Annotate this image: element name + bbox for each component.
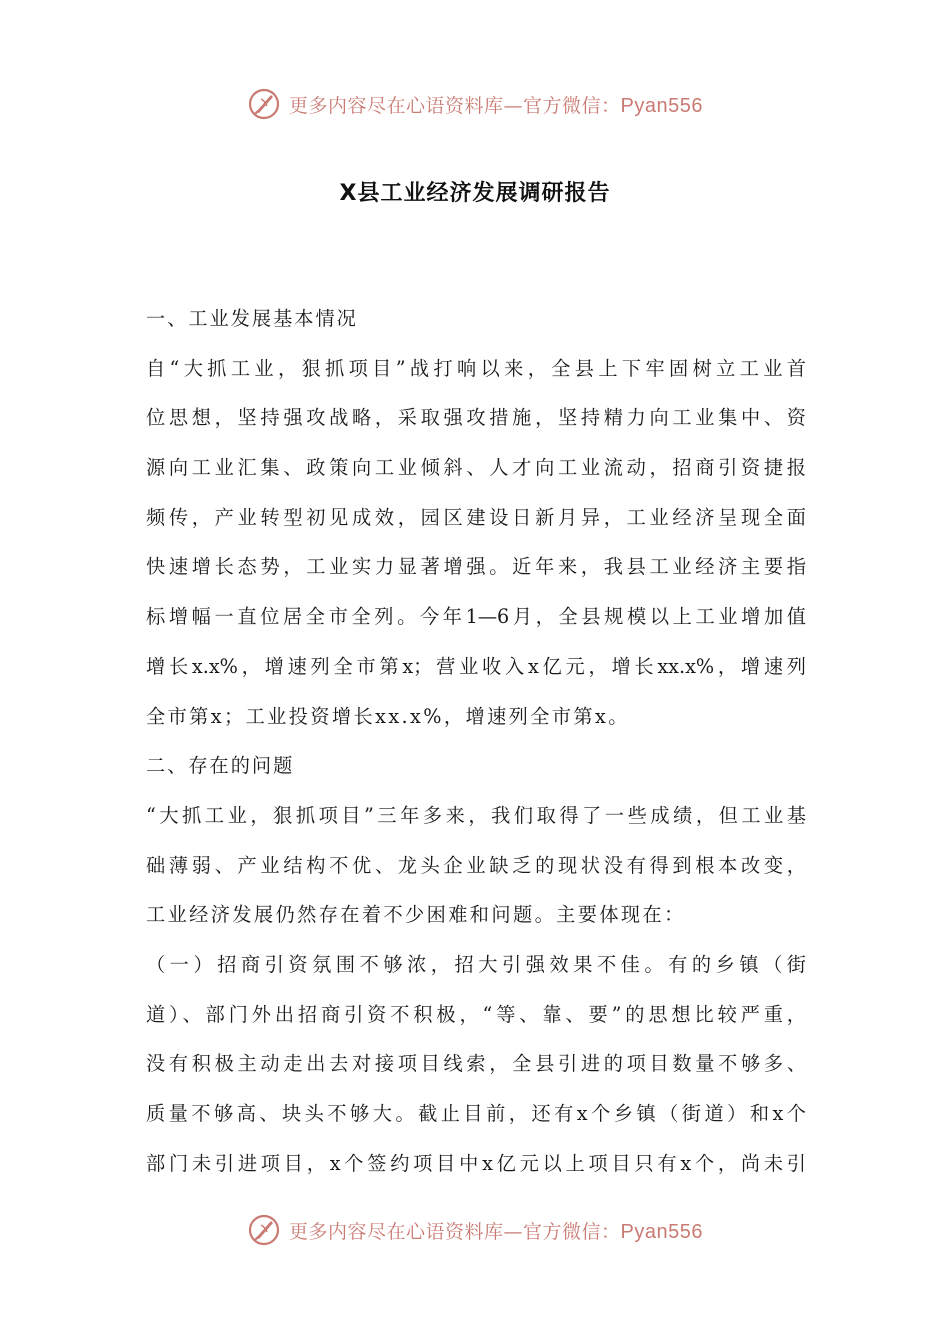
paragraph-line: 础薄弱、产业结构不优、龙头企业缺乏的现状没有得到根本改变， — [146, 853, 806, 877]
section-heading: 二、存在的问题 — [146, 754, 295, 778]
watermark-header — [0, 84, 950, 124]
watermark-id: Pyan556 — [620, 1220, 703, 1243]
paragraph-line: 没有积极主动走出去对接项目线索，全县引进的项目数量不够多、 — [146, 1052, 806, 1076]
watermark-footer — [0, 1210, 950, 1250]
paragraph-line: 增长x.x%，增速列全市第x；营业收入x亿元，增长xx.x%，增速列 — [146, 654, 806, 678]
watermark-id: Pyan556 — [620, 94, 703, 117]
section-heading: 一、工业发展基本情况 — [146, 307, 358, 330]
document-body — [146, 294, 806, 1188]
paragraph-line: 标增幅一直位居全市全列。今年1—6月，全县规模以上工业增加值 — [146, 605, 806, 629]
paragraph-line: 源向工业汇集、政策向工业倾斜、人才向工业流动，招商引资捷报 — [146, 456, 806, 480]
paragraph-line: “大抓工业，狠抓项目”三年多来，我们取得了一些成绩，但工业基 — [146, 803, 806, 827]
paragraph-line: 位思想，坚持强攻战略，采取强攻措施，坚持精力向工业集中、资 — [146, 406, 806, 430]
paragraph-line: 快速增长态势，工业实力显著增强。近年来，我县工业经济主要指 — [146, 555, 806, 579]
paragraph-line: 频传，产业转型初见成效，园区建设日新月异，工业经济呈现全面 — [146, 505, 806, 529]
quill-logo-icon — [247, 87, 281, 121]
paragraph-line: 自“大抓工业，狠抓项目”战打响以来，全县上下牢固树立工业首 — [146, 356, 806, 380]
quill-logo-icon — [247, 1213, 281, 1247]
watermark-text: 更多内容尽在心语资料库—官方微信：Pyan556 — [289, 94, 703, 117]
paragraph-line: 全市第x；工业投资增长xx.x%，增速列全市第x。 — [146, 704, 630, 728]
watermark-text: 更多内容尽在心语资料库—官方微信：Pyan556 — [289, 1220, 703, 1243]
paragraph-line: 质量不够高、块头不够大。截止目前，还有x个乡镇（街道）和x个 — [146, 1102, 806, 1125]
paragraph-line: （一）招商引资氛围不够浓，招大引强效果不佳。有的乡镇（街 — [146, 952, 806, 976]
paragraph-line: 工业经济发展仍然存在着不少困难和问题。主要体现在： — [146, 903, 686, 927]
document-title: X县工业经济发展调研报告 — [339, 181, 611, 206]
paragraph-line: 部门未引进项目，x个签约项目中x亿元以上项目只有x个，尚未引 — [146, 1151, 806, 1175]
paragraph-line: 道）、部门外出招商引资不积极，“等、靠、要”的思想比较严重， — [146, 1002, 806, 1026]
